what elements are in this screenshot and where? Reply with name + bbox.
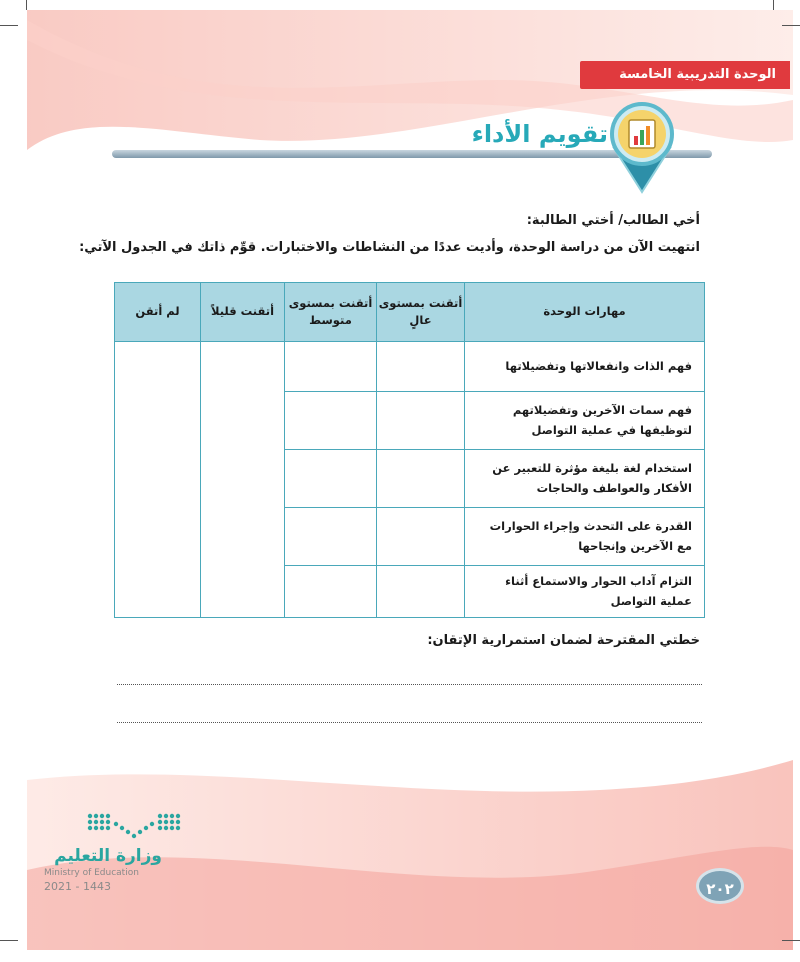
skill-cell: استخدام لغة بليغة مؤثرة للتعبير عن الأفكار والعواطف والحاجات <box>465 450 705 508</box>
ministry-name-english: Ministry of Education <box>44 868 139 878</box>
skill-cell: فهم سمات الآخرين وتفضيلاتهم لتوظيفها في عملية التواصل <box>465 392 705 450</box>
unit-label: الوحدة التدريبية الخامسة <box>580 61 790 89</box>
medium-cell[interactable] <box>285 450 377 508</box>
high-cell[interactable] <box>377 342 465 392</box>
table-header-row <box>115 283 705 342</box>
greeting-text: أخي الطالب/ أختي الطالبة: <box>526 213 700 228</box>
header-little: أتقنت قليلاً <box>201 283 285 342</box>
writing-line[interactable] <box>117 722 702 723</box>
medium-cell[interactable] <box>285 508 377 566</box>
medium-cell[interactable] <box>285 392 377 450</box>
header-none: لم أتقن <box>115 283 201 342</box>
edition-year: 2021 - 1443 <box>44 880 111 893</box>
high-cell[interactable] <box>377 450 465 508</box>
table-row <box>115 342 705 392</box>
header-skills: مهارات الوحدة <box>465 283 705 342</box>
crop-mark <box>782 940 800 941</box>
ministry-name-arabic: وزارة التعليم <box>54 846 162 866</box>
skill-cell: القدرة على التحدث وإجراء الحوارات مع الآخرين وإنجاحها <box>465 508 705 566</box>
crop-mark <box>773 0 774 10</box>
crop-mark <box>0 25 18 26</box>
crop-mark <box>26 0 27 10</box>
skill-cell: التزام آداب الحوار والاستماع أثناء عملية التواصل <box>465 566 705 618</box>
writing-line[interactable] <box>117 684 702 685</box>
medium-cell[interactable] <box>285 566 377 618</box>
clipboard-chart-icon <box>592 100 692 195</box>
little-column-cell[interactable] <box>201 342 285 618</box>
header-medium: أتقنت بمستوى متوسط <box>285 283 377 342</box>
crop-mark <box>0 940 18 941</box>
instruction-text: انتهيت الآن من دراسة الوحدة، وأديت عددًا من النشاطات والاختبارات. قوِّم ذاتك في الجدول الآتي: <box>79 240 700 255</box>
section-title: تقويم الأداء <box>471 120 608 148</box>
high-cell[interactable] <box>377 508 465 566</box>
self-assessment-table <box>114 282 705 618</box>
medium-cell[interactable] <box>285 342 377 392</box>
high-cell[interactable] <box>377 566 465 618</box>
ministry-logo-icon <box>86 812 182 844</box>
header-high: أتقنت بمستوى عالٍ <box>377 283 465 342</box>
crop-mark <box>782 25 800 26</box>
page-number: ٢٠٢ <box>696 868 744 904</box>
high-cell[interactable] <box>377 392 465 450</box>
skill-cell: فهم الذات وانفعالاتها وتفضيلاتها <box>465 342 705 392</box>
none-column-cell[interactable] <box>115 342 201 618</box>
plan-title: خطتي المقترحة لضمان استمرارية الإتقان: <box>427 633 700 648</box>
